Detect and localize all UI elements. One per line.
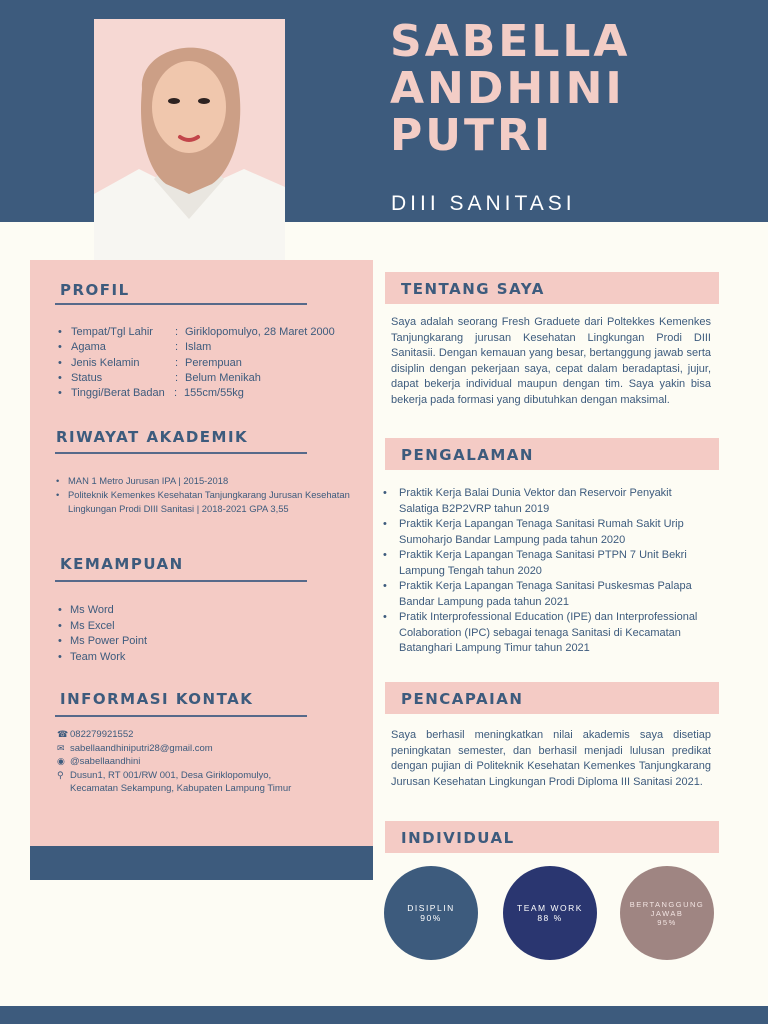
- contact-address: Dusun1, RT 001/RW 001, Desa Giriklopomulyo, Kecamatan Sekampung, Kabupaten Lampung Timur: [70, 769, 292, 794]
- contact-heading: INFORMASI KONTAK: [60, 690, 254, 708]
- trait-label: DISIPLIN: [407, 903, 455, 913]
- profile-list: [58, 325, 335, 401]
- contact-email-row: [57, 742, 357, 756]
- profile-value: Belum Menikah: [185, 371, 261, 384]
- academic-heading: RIWAYAT AKADEMIK: [56, 428, 249, 446]
- profile-value: Islam: [185, 341, 212, 354]
- contact-phone-row: [57, 728, 357, 742]
- contact-instagram-row: [57, 755, 357, 769]
- location-pin-icon: ⚲: [57, 769, 64, 780]
- profile-divider: [55, 303, 307, 305]
- skills-heading: KEMAMPUAN: [60, 555, 184, 573]
- left-sidebar-footer: [30, 846, 373, 880]
- contact-email: sabellaandhiniputri28@gmail.com: [70, 742, 213, 754]
- portrait-illustration: [94, 19, 285, 260]
- trait-label: JAWAB: [650, 908, 684, 918]
- skills-list: [58, 603, 147, 665]
- experience-heading: PENGALAMAN: [401, 446, 534, 464]
- experience-item: • Praktik Kerja Lapangan Tenaga Sanitasi Rumah Sakit Urip Sumoharjo Bandar Lampung pada tahun 2020: [383, 517, 713, 548]
- academic-divider: [55, 452, 307, 454]
- skills-divider: [55, 580, 307, 582]
- contact-divider: [55, 715, 307, 717]
- profile-label: • Tempat/Tgl Lahir: [71, 326, 153, 338]
- trait-circle-bertanggung-jawab: [620, 866, 714, 960]
- individual-heading: INDIVIDUAL: [401, 829, 515, 847]
- achievement-text: Saya berhasil meningkatkan nilai akademis saya disetiap peningkatan semester, dan berhasil menjadi lulusan predikat dengan pujian di Politeknik Kesehatan Kemenkes Tanjungkarang Jurusan Kesehatan Lingkungan Prodi Diploma III Sanitasi 2021.: [391, 729, 711, 788]
- academic-list: [56, 474, 356, 516]
- profile-photo: [94, 19, 285, 260]
- achievement-heading-bar: [385, 682, 719, 714]
- trait-circle-disiplin: [384, 866, 478, 960]
- trait-circle-team-work: [503, 866, 597, 960]
- achievement-heading: PENCAPAIAN: [401, 690, 524, 708]
- name-line-1: SABELLA: [390, 16, 631, 67]
- contact-phone: 082279921552: [70, 729, 134, 740]
- experience-item: • Praktik Kerja Lapangan Tenaga Sanitasi PTPN 7 Unit Bekri Lampung Tengah tahun 2020: [383, 548, 713, 579]
- about-heading-bar: [385, 272, 719, 304]
- contact-block: [57, 728, 357, 796]
- trait-value: 88 %: [537, 913, 563, 923]
- experience-heading-bar: [385, 438, 719, 470]
- experience-list: [383, 486, 713, 657]
- profile-label: • Agama: [71, 341, 106, 354]
- skill-item: • Ms Power Point: [58, 634, 147, 650]
- name-line-2: ANDHINI: [390, 63, 625, 114]
- about-heading: TENTANG SAYA: [401, 280, 545, 298]
- skill-item: • Team Work: [58, 650, 147, 666]
- degree-subtitle: DIII SANITASI: [391, 192, 576, 215]
- skill-item: • Ms Word: [58, 603, 147, 619]
- profile-value: 155cm/55kg: [184, 387, 244, 400]
- academic-item: • MAN 1 Metro Jurusan IPA | 2015-2018: [56, 474, 356, 488]
- profile-item: • Jenis Kelamin : Perempuan: [58, 356, 335, 371]
- about-text: Saya adalah seorang Fresh Graduete dari Poltekkes Kemenkes Tanjungkarang jurusan Kesehatan Lingkungan Prodi DIII Sanitasii. Dengan kemauan yang besar, bertanggung jawab serta disiplin dengan pekerjaan saya, cepat dalam beradaptasi, jujur, dapat bekerja individual maupun dengan tim. Saya yakin bisa bekerja pada formasi yang dibutuhkan dengan maksimal.: [391, 316, 711, 406]
- experience-item: • Praktik Kerja Balai Dunia Vektor dan Reservoir Penyakit Salatiga B2P2VRP tahun 2019: [383, 486, 713, 517]
- name-heading: [390, 18, 760, 159]
- contact-instagram: @sabellaandhini: [70, 756, 141, 767]
- profile-value: Perempuan: [185, 356, 242, 369]
- experience-item: • Pratik Interprofessional Education (IPE) dan Interprofessional Colaboration (IPC) sebagai tenaga Sanitasi di Kecamatan Batanghari Lampung Timur tahun 2021: [383, 610, 713, 657]
- profile-label: • Tinggi/Berat Badan: [71, 387, 165, 400]
- profile-item: • Tempat/Tgl Lahir : Giriklopomulyo, 28 Maret 2000: [58, 325, 335, 340]
- trait-label: TEAM WORK: [517, 903, 583, 913]
- academic-item: • Politeknik Kemenkes Kesehatan Tanjungkarang Jurusan Kesehatan Lingkungan Prodi DIII Sanitasi | 2018-2021 GPA 3,55: [56, 488, 356, 516]
- profile-heading: PROFIL: [60, 281, 130, 299]
- phone-icon: ☎: [57, 729, 69, 739]
- profile-value: Giriklopomulyo, 28 Maret 2000: [185, 326, 335, 338]
- profile-label: • Jenis Kelamin: [71, 356, 140, 369]
- skill-item: • Ms Excel: [58, 619, 147, 635]
- instagram-icon: ◉: [57, 756, 65, 766]
- footer-band: [0, 1006, 768, 1024]
- name-line-3: PUTRI: [390, 110, 554, 161]
- individual-heading-bar: [385, 821, 719, 853]
- profile-label: • Status: [71, 371, 103, 384]
- contact-address-row: [57, 769, 357, 796]
- trait-label: BERTANGGUNG: [629, 899, 705, 909]
- envelope-icon: ✉: [57, 742, 65, 753]
- trait-value: 90%: [420, 913, 442, 923]
- trait-value: 95%: [657, 917, 677, 927]
- profile-item: • Status : Belum Menikah: [58, 371, 335, 386]
- profile-item: • Tinggi/Berat Badan : 155cm/55kg: [58, 386, 335, 401]
- profile-item: • Agama : Islam: [58, 340, 335, 355]
- experience-item: • Praktik Kerja Lapangan Tenaga Sanitasi Puskesmas Palapa Bandar Lampung pada tahun 2021: [383, 579, 713, 610]
